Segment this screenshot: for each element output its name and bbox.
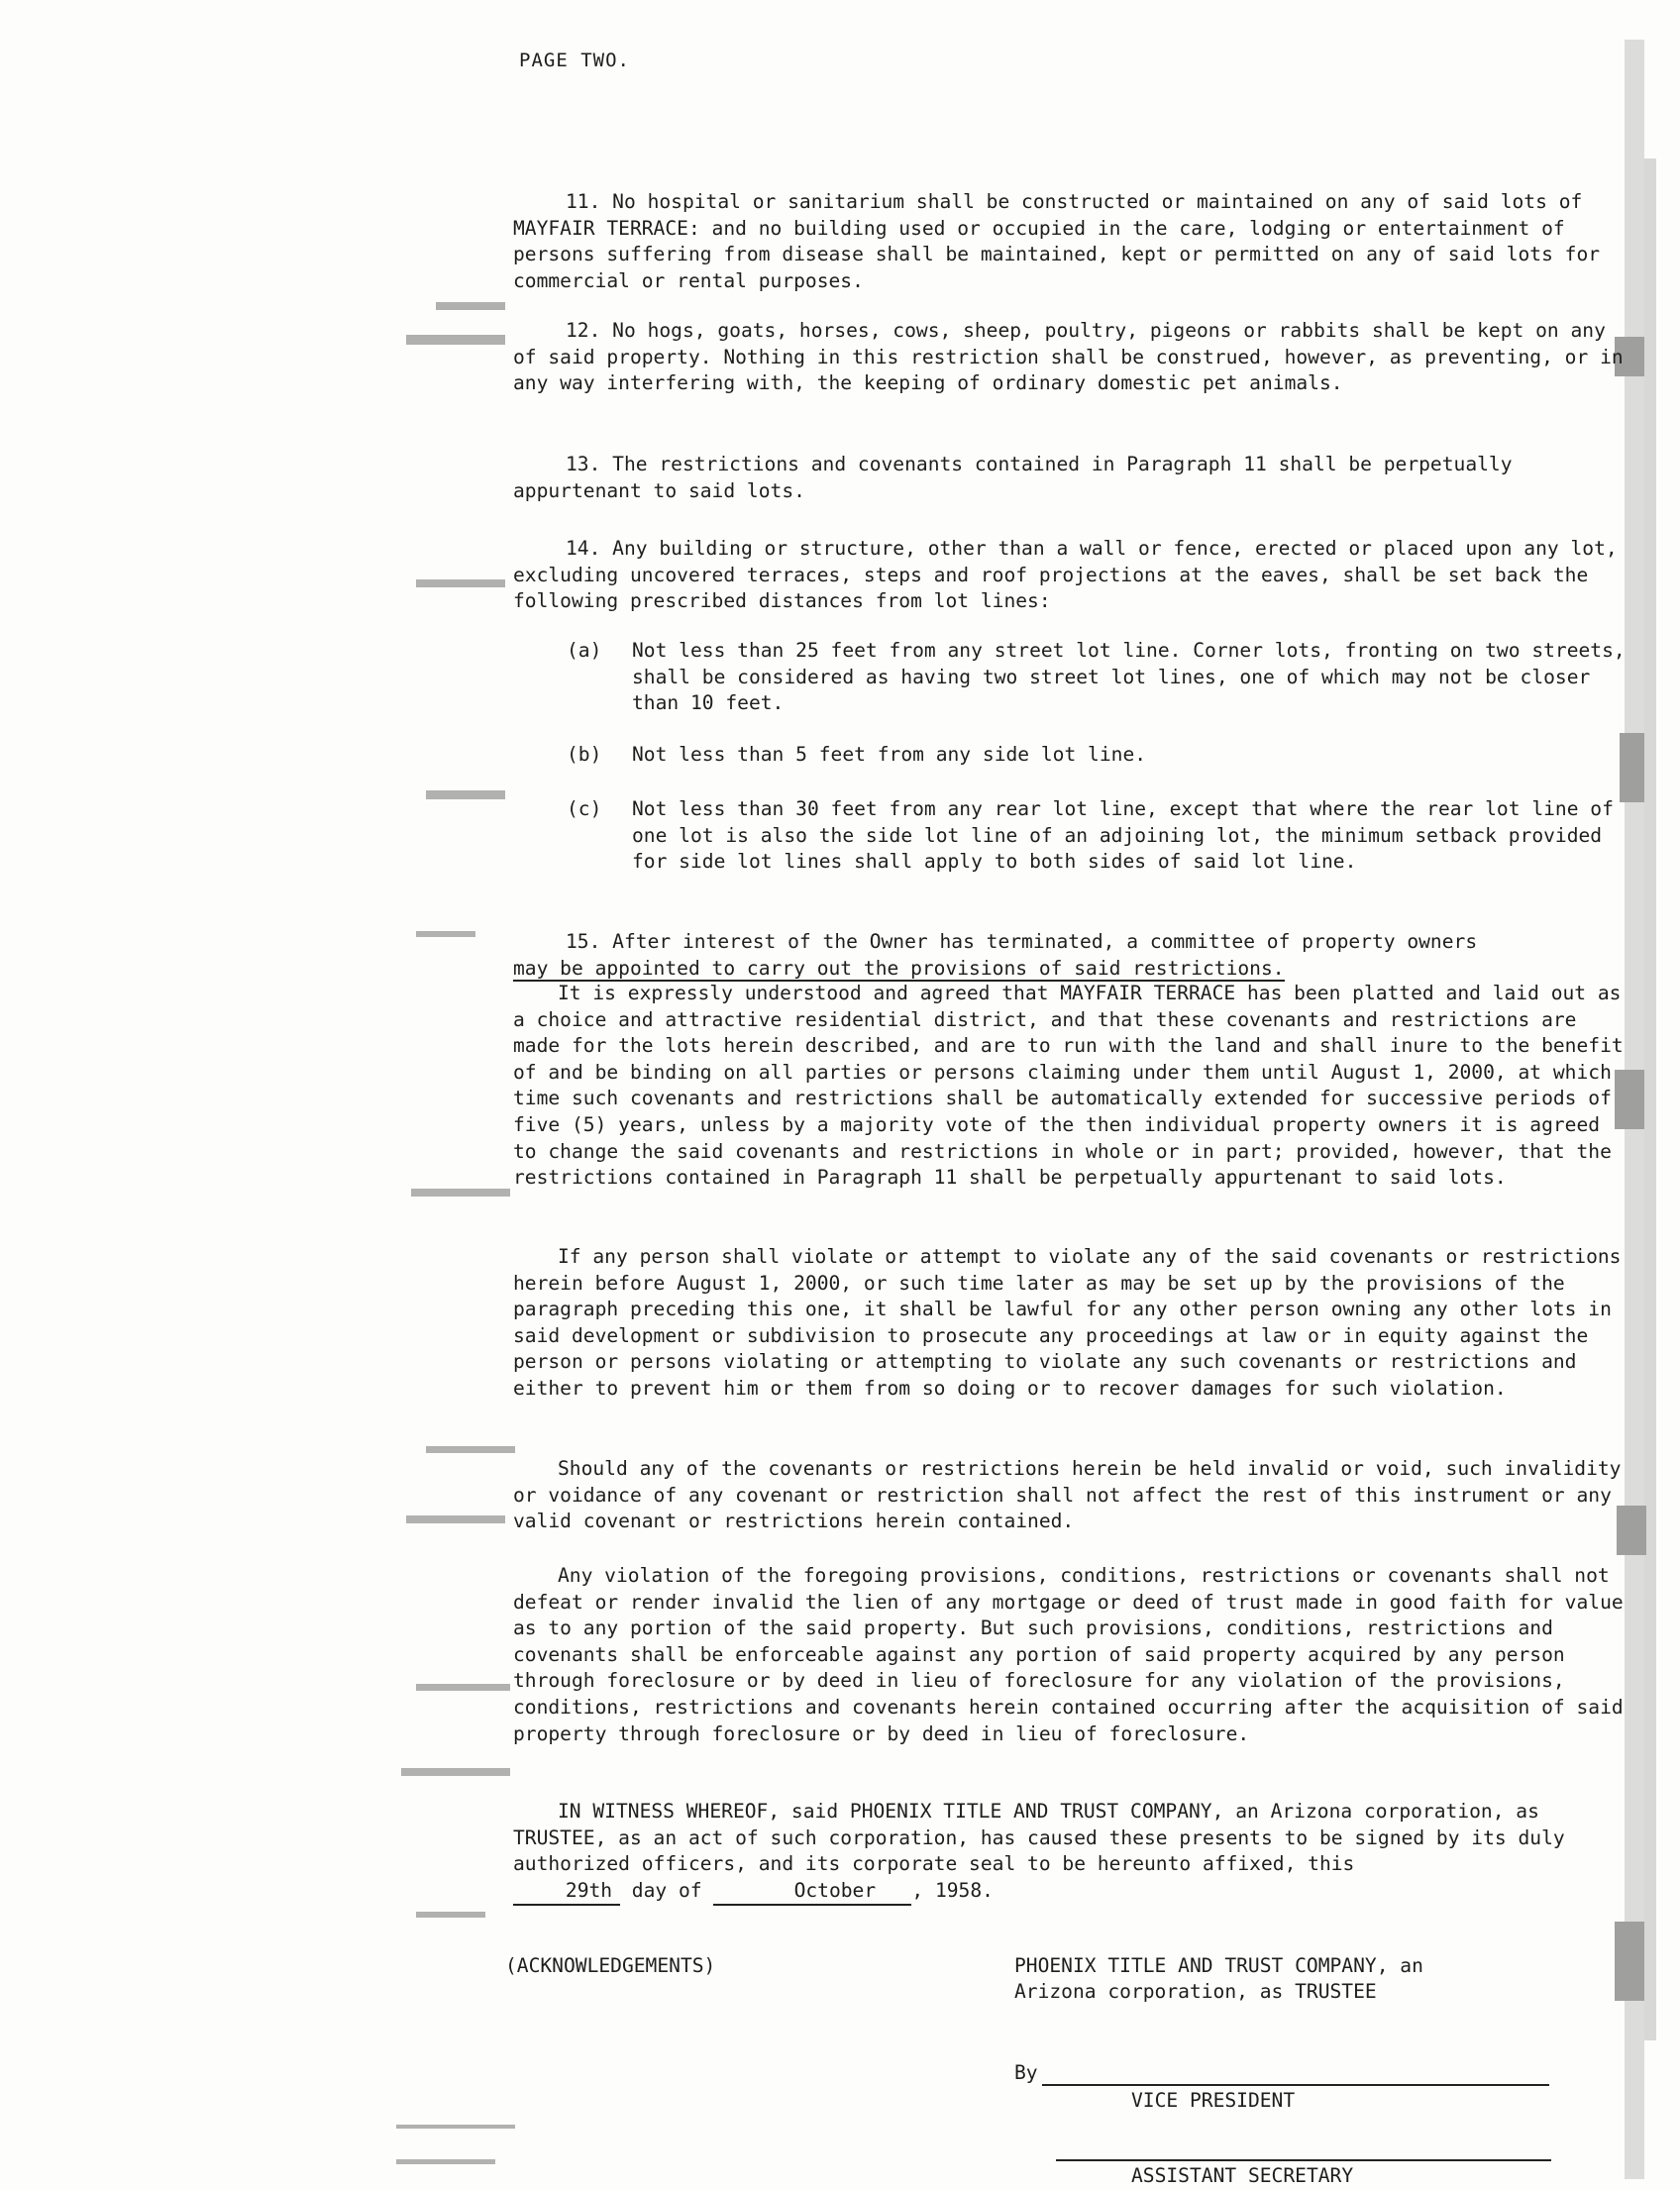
witness-text: IN WITNESS WHEREOF, said PHOENIX TITLE AND TRUST COMPANY, an Arizona corporation, as TRUSTEE, as an act of such corporation, has caused these presents to be signed by its duly authorized officers, and its corporate seal to be hereunto affixed, this: [513, 1800, 1565, 1876]
paragraph-14c-label: (c): [567, 797, 602, 820]
witness-month: October: [713, 1878, 911, 1907]
paragraph-14a-text: Not less than 25 feet from any street lot line. Corner lots, fronting on two streets, shall be considered as having two street lot lines, one of which may not be closer than 10 feet.: [632, 639, 1626, 715]
signature-line-asst: [1056, 2159, 1551, 2161]
paragraph-invalidity: Should any of the covenants or restrictions herein be held invalid or void, such invalidity or voidance of any covenant or restriction shall not affect the rest of this instrument or any valid covenant or restrictions herein contained.: [513, 1457, 1622, 1533]
by-label: By: [1014, 2061, 1038, 2084]
asst-title: ASSISTANT SECRETARY: [1131, 2164, 1354, 2187]
paragraph-witness: [513, 1799, 1632, 1906]
paragraph-12: 12. No hogs, goats, horses, cows, sheep, poultry, pigeons or rabbits shall be kept on any of said property. Nothing in this restriction shall be construed, however, as preventing, or in any way interfering with, the keeping of ordinary domestic pet animals.: [513, 319, 1624, 395]
paragraph-14c-text: Not less than 30 feet from any rear lot line, except that where the rear lot line of one lot is also the side lot line of an adjoining lot, the minimum setback provided for side lot lines shall apply to both sides of said lot line.: [632, 797, 1614, 874]
paragraph-14a-label: (a): [567, 639, 602, 662]
paragraph-violation-remedy: If any person shall violate or attempt to violate any of the said covenants or restrictions herein before August 1, 2000, or such time later as may be set up by the provisions of the paragraph preceding this one, it shall be lawful for any other person owning any other lots in said development or subdivision to prosecute any proceedings at law or in equity against the person or persons violating or attempting to violate any such covenants or restrictions and either to prevent him or them from so doing or to recover damages for such violation.: [513, 1245, 1622, 1400]
vp-title: VICE PRESIDENT: [1131, 2089, 1296, 2112]
signer-line-2: Arizona corporation, as TRUSTEE: [1014, 1980, 1377, 2003]
paragraph-14b-text: Not less than 5 feet from any side lot line.: [632, 743, 1147, 766]
scan-noise-left: [396, 40, 525, 2179]
signature-line-vp: [1042, 2084, 1549, 2086]
paragraph-expressly-understood: It is expressly understood and agreed that MAYFAIR TERRACE has been platted and laid out as a choice and attractive residential district, and that these covenants and restrictions are made for the lots herein described, and are to run with the land and shall inure to the benefit of and be binding on all parties or persons claiming under them until August 1, 2000, at which time such covenants and restrictions shall be automatically extended for successive periods of five (5) years, unless by a majority vote of the then individual property owners it is agreed to change the said covenants and restrictions in whole or in part; provided, however, that the restrictions contained in Paragraph 11 shall be perpetually appurtenant to said lots.: [513, 982, 1624, 1190]
paragraph-15: [513, 929, 1632, 982]
paragraph-15-line1: 15. After interest of the Owner has terminated, a committee of property owners: [566, 930, 1478, 953]
witness-day: 29th: [513, 1878, 620, 1907]
paragraph-lien: Any violation of the foregoing provisions, conditions, restrictions or covenants shall not defeat or render invalid the lien of any mortgage or deed of trust made in good faith for value as to any portion of the said property. But such provisions, conditions, restrictions and covenants shall be enforceable against any portion of said property acquired by any person through foreclosure or by deed in lieu of foreclosure for any violation of the provisions, conditions, restrictions and covenants herein contained occurring after the acquisition of said property through foreclosure or by deed in lieu of foreclosure.: [513, 1564, 1624, 1745]
paragraph-14b-label: (b): [567, 743, 602, 766]
paragraph-13: 13. The restrictions and covenants contained in Paragraph 11 shall be perpetually appurtenant to said lots.: [513, 453, 1513, 502]
paragraph-11: 11. No hospital or sanitarium shall be constructed or maintained on any of said lots of MAYFAIR TERRACE: and no building used or occupied in the care, lodging or entertainment of persons suffering from disease shall be maintained, kept or permitted on any of said lots for commercial or rental purposes.: [513, 190, 1601, 292]
acknowledgements-label: (ACKNOWLEDGEMENTS): [505, 1954, 716, 1977]
witness-year: , 1958.: [911, 1878, 994, 1902]
witness-day-word: day of: [631, 1878, 702, 1902]
signer-line-1: PHOENIX TITLE AND TRUST COMPANY, an: [1014, 1954, 1423, 1977]
page-label: PAGE TWO.: [519, 50, 630, 71]
paragraph-15-line2: may be appointed to carry out the provisions of said restrictions.: [513, 956, 1285, 980]
paragraph-14: 14. Any building or structure, other than a wall or fence, erected or placed upon any lot, excluding uncovered terraces, steps and roof projections at the eaves, shall be set back the following prescribed distances from lot lines:: [513, 537, 1618, 613]
